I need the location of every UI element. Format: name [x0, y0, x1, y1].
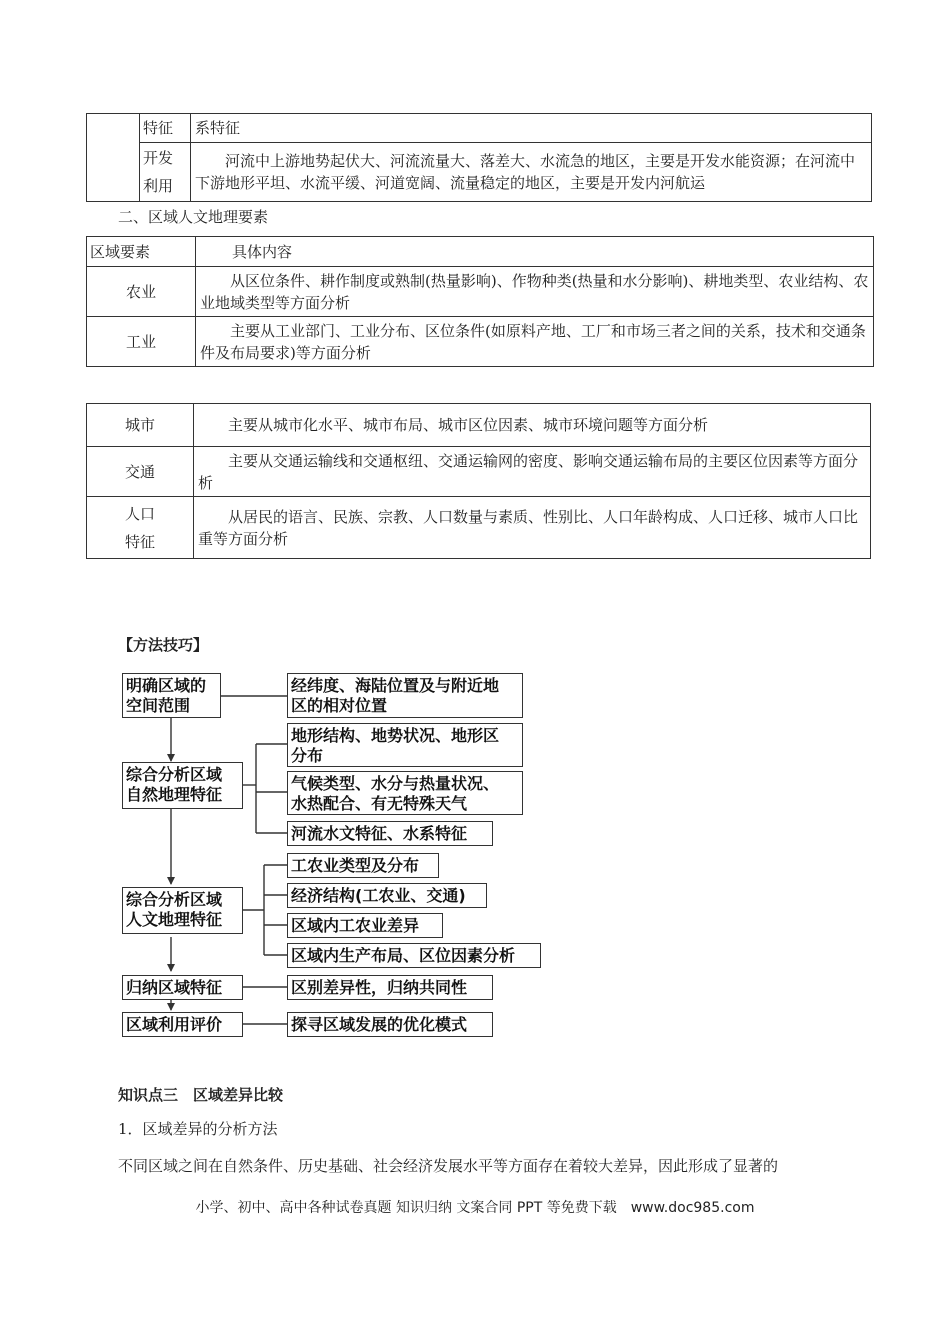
flow-detail-terrain: [287, 723, 523, 767]
row-content-development: 河流中上游地势起伏大、河流流量大、落差大、水流急的地区，主要是开发水能资源；在河流中下游地形平坦、水流平缓、河道宽阔、流量稳定的地区，主要是开发内河航运: [191, 143, 872, 202]
box-line: 气候类型、水分与热量状况、: [291, 774, 500, 793]
row-label-feature: 特征: [140, 114, 191, 143]
box-line: 人文地理特征: [126, 910, 223, 929]
flow-detail-climate: [287, 771, 523, 815]
flow-detail-industry-types: [287, 853, 439, 878]
box-line: 水热配合、有无特殊天气: [291, 794, 468, 813]
box-line: 综合分析区域: [126, 890, 223, 909]
box-line: 工农业类型及分布: [291, 856, 420, 875]
flow-detail-summarize: [287, 975, 493, 1000]
box-line: 区域内工农业差异: [291, 916, 420, 935]
box-line: 区域内生产布局、区位因素分析: [291, 946, 516, 965]
method-title: 【方法技巧】: [118, 636, 209, 654]
row-content: 主要从城市化水平、城市布局、城市区位因素、城市环境问题等方面分析: [194, 404, 871, 447]
sub-title: 1．区域差异的分析方法: [118, 1120, 278, 1138]
row-label: 城市: [87, 404, 194, 447]
label-line: 特征: [124, 532, 155, 551]
flow-detail-production-layout: [287, 943, 541, 968]
header-region-element: 区域要素: [87, 237, 196, 267]
flow-step-natural-features: [122, 762, 243, 809]
flow-detail-economic-structure: [287, 883, 487, 908]
page-footer: 小学、初中、高中各种试卷真题 知识归纳 文案合同 PPT 等免费下载 www.doc985.com: [195, 1200, 755, 1216]
body-paragraph: 不同区域之间在自然条件、历史基础、社会经济发展水平等方面存在着较大差异，因此形成了显著的: [118, 1157, 779, 1175]
box-line: 经济结构(工农业、交通): [291, 886, 466, 905]
box-line: 空间范围: [126, 696, 191, 715]
section-title-human-geography: 二、区域人文地理要素: [118, 208, 269, 226]
row-label: 交通: [87, 447, 194, 497]
flow-detail-hydrology: [287, 821, 493, 846]
box-line: 明确区域的: [126, 676, 207, 695]
box-line: 综合分析区域: [126, 765, 223, 784]
box-line: 区别差异性，归纳共同性: [291, 978, 468, 997]
label-line: 利用: [143, 177, 174, 195]
flow-detail-industry-difference: [287, 913, 443, 938]
row-content: 主要从交通运输线和交通枢纽、交通运输网的密度、影响交通运输布局的主要区位因素等方面分析: [194, 447, 871, 497]
flow-step-human-features: [122, 887, 243, 934]
box-line: 自然地理特征: [126, 785, 223, 804]
box-line: 区的相对位置: [291, 696, 388, 715]
row-content-feature: 系特征: [191, 114, 872, 143]
knowledge-point-title: 知识点三 区域差异比较: [118, 1086, 284, 1104]
box-line: 河流水文特征、水系特征: [291, 824, 468, 843]
box-line: 经纬度、海陆位置及与附近地: [291, 676, 500, 695]
row-label: 工业: [87, 317, 196, 367]
box-line: 分布: [291, 746, 324, 765]
flow-step-spatial-scope: [122, 673, 221, 718]
box-line: 区域利用评价: [126, 1015, 223, 1034]
row-label: 农业: [87, 267, 196, 317]
flow-detail-optimization: [287, 1012, 493, 1037]
row-content: 从居民的语言、民族、宗教、人口数量与素质、性别比、人口年龄构成、人口迁移、城市人口比重等方面分析: [194, 497, 871, 559]
label-line: 开发: [143, 149, 174, 167]
box-line: 地形结构、地势状况、地形区: [291, 726, 500, 745]
label-line: 人口: [124, 504, 155, 523]
flow-step-evaluation: [122, 1012, 243, 1037]
header-content: 具体内容: [196, 237, 874, 267]
flow-detail-location: [287, 673, 523, 718]
row-content: 主要从工业部门、工业分布、区位条件(如原料产地、工厂和市场三者之间的关系，技术和交通条件及布局要求)等方面分析: [196, 317, 874, 367]
flow-step-summarize: [122, 975, 243, 1000]
box-line: 探寻区域发展的优化模式: [291, 1015, 468, 1034]
row-content: 从区位条件、耕作制度或熟制(热量影响)、作物种类(热量和水分影响)、耕地类型、农业结构、农业地域类型等方面分析: [196, 267, 874, 317]
box-line: 归纳区域特征: [126, 978, 223, 997]
